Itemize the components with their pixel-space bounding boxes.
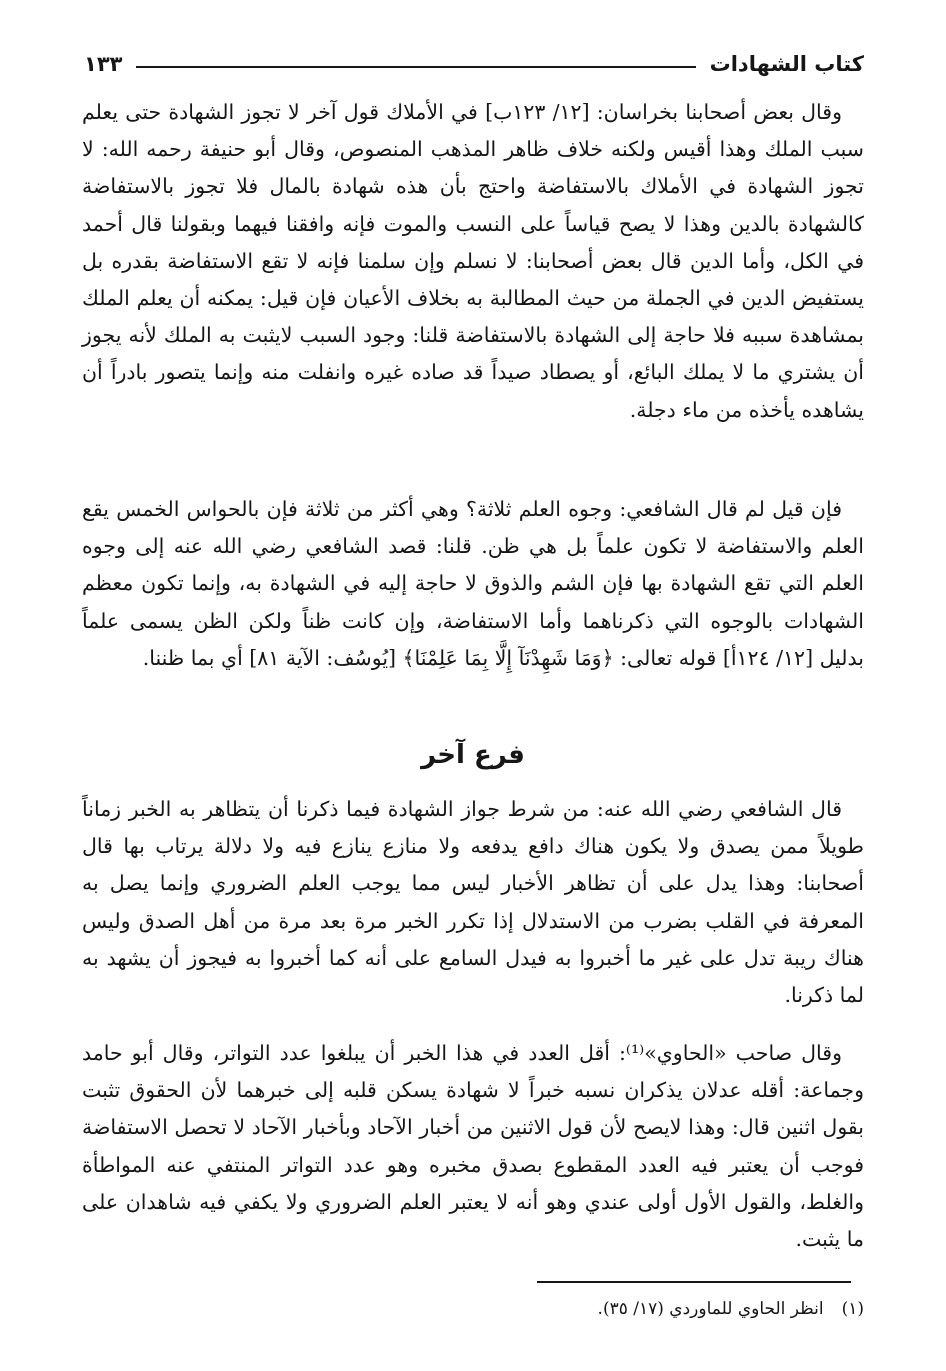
paragraph: قال الشافعي رضي الله عنه: من شرط جواز الشهادة فيما ذكرنا أن يتظاهر به الخبر زماناً طويلاً ممن يصدق ولا يكون هناك دافع يدفعه ولا منازع ينازع فيه ولا دلالة يرتاب بها قال أصحابنا: وهذا يدل على أن تظاهر الأخبار ليس مما يوجب العلم الضروري وإنما يصل به المعرفة في القلب بضرب من الاستدلال إذا تكرر الخبر مرة بعد مرة من أهل الصدق وليس هناك ريبة تدل على غير ما أخبروا به فيدل السامع على أنه كما أخبروا به فيجوز أن يشهد به لما ذكرنا. — [82, 797, 864, 1008]
paragraph: وقال بعض أصحابنا بخراسان: [١٢/ ١٢٣ب] في الأملاك قول آخر لا تجوز الشهادة حتى يعلم سبب الملك وهذا أقيس ولكنه خلاف ظاهر المذهب المنصوص، وقال أبو حنيفة رحمه الله: لا تجوز الشهادة في الأملاك بالاستفاضة واحتج بأن هذه شهادة بالمال فلا تجوز بالاستفاضة كالشهادة بالدين وهذا لا يصح قياساً على النسب والموت فإنه وافقنا فيهما وبقولنا قال أحمد في الكل، وأما الدين قال بعض أصحابنا: لا نسلم وإن سلمنا فإنه لا تقع الاستفاضة بقدره بل يستفيض الدين في الجملة من حيث المطالبة به بخلاف الأعيان فإن قيل: يمكنه أن يعلم الملك بمشاهدة سببه فلا حاجة إلى الشهادة بالاستفاضة قلنا: وجود السبب لايثبت به الملك لأنه يجوز أن يشتري ما لا يملك البائع، أو يصطاد صيداً قد صاده غيره وانفلت منه وإنما يتصور بادراً أن يشاهده يأخذه من ماء دجلة. — [82, 100, 865, 422]
footnote-text: انظر الحاوي للماوردي (١٧/ ٣٥). — [597, 1299, 824, 1319]
page-number: ١٣٣ — [84, 52, 123, 76]
footnote — [82, 1295, 864, 1323]
footnote-number: (١) — [841, 1299, 864, 1319]
paragraph: وقال صاحب «الحاوي»⁽¹⁾: أقل العدد في هذا الخبر أن يبلغوا عدد التواتر، وقال أبو حامد وجماعة: أقله عدلان يذكران نسبه خبراً لا شهادة يسكن قلبه إلى خبرهما لأن الحقوق تثبت بقول اثنين قال: وهذا لايصح لأن قول الاثنين من أخبار الآحاد وبأخبار الآحاد لا تحصل الاستفاضة فوجب أن يعتبر فيه العدد المقطوع بصدق مخبره وهو عدد التواتر المنتفي عنه المواطأة والغلط، والقول الأول أولى عندي وهو أنه لا يعتبر العلم الضروري ولا يكفي فيه شاهدان على ما يثبت. — [82, 1041, 864, 1252]
book-title: كتاب الشهادات — [709, 52, 864, 76]
paragraph: فإن قيل لم قال الشافعي: وجوه العلم ثلاثة؟ وهي أكثر من ثلاثة فإن بالحواس الخمس يقع العلم والاستفاضة لا تكون علماً بل هي ظن. قلنا: قصد الشافعي رضي الله عنه إلى وجوه العلم التي تقع الشهادة بها فإن الشم والذوق لا حاجة إليه في الشهادة به، وإنما تكون معظم الشهادات بالوجوه التي ذكرناهما وأما الاستفاضة، وإن كانت ظناً ولكن الظن يسمى علماً بدليل [١٢/ ١٢٤أ] قوله تعالى: ﴿وَمَا شَهِدْنَآ إِلَّا بِمَا عَلِمْنَا﴾ [يُوسُف: الآية ٨١] أي بما ظننا. — [82, 497, 864, 670]
footnote-separator — [537, 1281, 851, 1283]
section-heading: فرع آخر — [421, 740, 525, 770]
running-header — [84, 44, 864, 84]
header-rule — [136, 66, 695, 68]
